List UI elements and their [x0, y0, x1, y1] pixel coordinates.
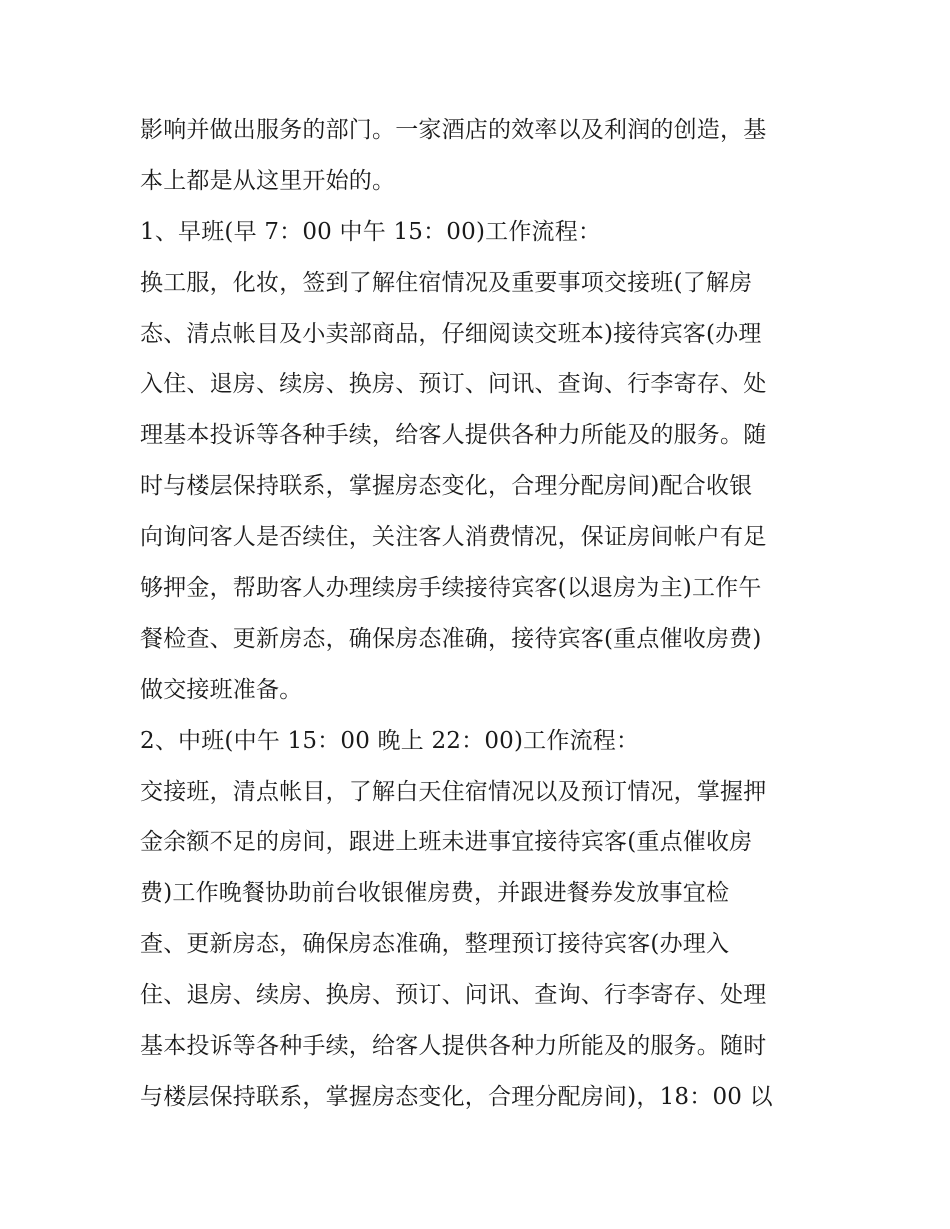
- text-line: 基本投诉等各种手续，给客人提供各种力所能及的服务。随时: [140, 1033, 767, 1060]
- section-heading-middle-shift: 2、中班(中午 15：00 晚上 22：00)工作流程：: [140, 727, 640, 754]
- text-line: 本上都是从这里开始的。: [140, 167, 396, 194]
- text-line: 交接班，清点帐目，了解白天住宿情况以及预订情况，掌握押: [140, 778, 767, 805]
- text-line: 住、退房、续房、换房、预订、问讯、查询、行李寄存、处理: [140, 982, 767, 1009]
- text-line: 金余额不足的房间，跟进上班未进事宜接待宾客(重点催收房: [140, 829, 753, 856]
- text-line: 够押金，帮助客人办理续房手续接待宾客(以退房为主)工作午: [140, 575, 762, 602]
- text-line: 时与楼层保持联系，掌握房态变化，合理分配房间)配合收银: [140, 473, 753, 500]
- text-line: 做交接班准备。: [140, 676, 303, 703]
- document-body: [140, 105, 816, 1123]
- text-line: 与楼层保持联系，掌握房态变化，合理分配房间)，18：00 以: [140, 1083, 773, 1110]
- text-line: 费)工作晚餐协助前台收银催房费，并跟进餐券发放事宜检: [140, 880, 730, 907]
- text-line: 态、清点帐目及小卖部商品，仔细阅读交班本)接待宾客(办理: [140, 320, 762, 347]
- text-line: 换工服，化妆，签到了解住宿情况及重要事项交接班(了解房: [140, 269, 753, 296]
- text-line: 向询问客人是否续住，关注客人消费情况，保证房间帐户有足: [140, 524, 767, 551]
- text-line: 查、更新房态，确保房态准确，整理预订接待宾客(办理入: [140, 931, 730, 958]
- section-heading-morning-shift: 1、早班(早 7：00 中午 15：00)工作流程：: [140, 218, 602, 245]
- text-line: 入住、退房、续房、换房、预订、问讯、查询、行李寄存、处: [140, 371, 767, 398]
- text-line: 餐检查、更新房态，确保房态准确，接待宾客(重点催收房费): [140, 625, 762, 652]
- text-line: 理基本投诉等各种手续，给客人提供各种力所能及的服务。随: [140, 422, 767, 449]
- text-line: 影响并做出服务的部门。一家酒店的效率以及利润的创造，基: [140, 117, 767, 143]
